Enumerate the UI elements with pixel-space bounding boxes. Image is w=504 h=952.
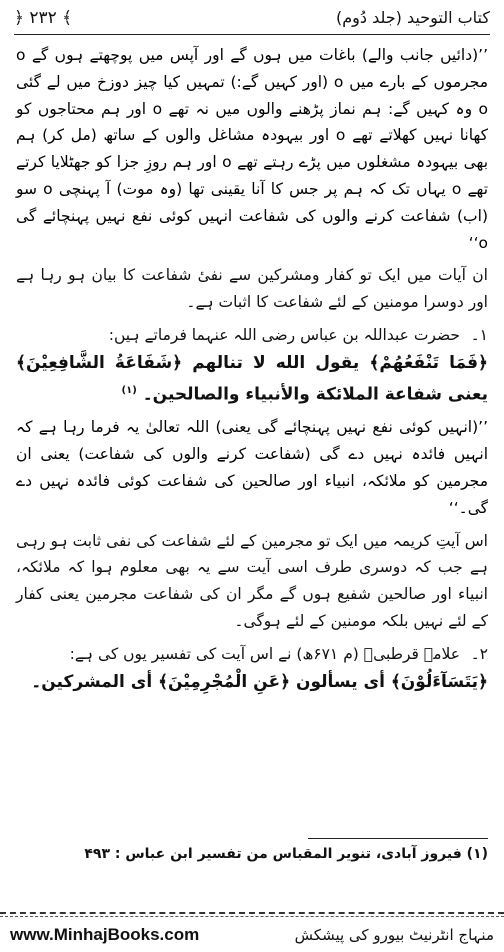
item-1-number: ۱۔ [470, 325, 488, 344]
publisher-credit: منہاج انٹرنیٹ بیورو کی پیشکش [294, 926, 494, 944]
footer-divider-2 [0, 916, 504, 917]
footnote-divider [308, 838, 488, 839]
arabic-quote-1-text: ﴿فَمَا تَنْفَعُهُمْ﴾ يقول الله لا تنالهم ﴿شَفَاعَةُ الشَّافِعِيْنَ﴾ يعنى شفاعة الملائكة والأنبياء والصالحين۔ [16, 352, 488, 405]
item-2-text: علامہ قرطبیؒ (م ۶۷۱ھ) نے اس آیت کی تفسیر یوں کی ہے: [69, 644, 460, 663]
page-footer [10, 922, 494, 948]
quran-translation-quote: ’’(دائیں جانب والے) باغات میں ہوں گے اور آپس میں پوچھتے ہوں گے o مجرموں کے بارے میں o (اور کہیں گے:) تمہیں کیا چیز دوزخ میں لے گئی o وہ کہیں گے: ہم نماز پڑھنے والوں میں نہ تھے o اور ہم محتاجوں کو کھانا نہیں کھلاتے تھے o اور بیہودہ مشاغل والوں کے ساتھ (مل کر) ہم بھی بیہودہ مشغلوں میں پڑے رہتے تھے o اور ہم روزِ جزا کو جھٹلایا کرتے تھے o یہاں تک کہ ہم پر جس کا آنا یقینی تھا (وہ موت) آ پہنچی o سو (اب) شفاعت کرنے والوں کی شفاعت انہیں کوئی نفع نہیں پہنچائے گی o‘‘ [16, 46, 489, 252]
page-body [16, 42, 488, 696]
arabic-quote-2: ﴿يَتَسَآءَلُوْنَ﴾ أى يسألون ﴿عَنِ الْمُجْرِمِيْنَ﴾ أى المشركين۔ [31, 671, 488, 692]
website-link[interactable]: www.MinhajBooks.com [10, 925, 200, 944]
header-divider [14, 34, 490, 35]
page-header [14, 0, 490, 34]
numbered-item-2 [16, 641, 488, 668]
footnote: (۱) فیروز آبادی، تنویر المقباس من تفسیر ابن عباس : ۴۹۳ [84, 846, 488, 862]
paragraph-1: ان آیات میں ایک تو کفار ومشرکین سے نفیٔ شفاعت کا بیان ہو رہا ہے اور دوسرا مومنین کے لئے شفاعت کا اثبات ہے۔ [16, 266, 488, 312]
arabic-quote-1 [16, 349, 488, 409]
footnote-reference: (۱) [121, 384, 137, 396]
book-title: کتاب التوحید (جلد دُوم) [336, 7, 490, 27]
numbered-item-1 [16, 322, 488, 349]
translation-quote-2: ’’(انہیں کوئی نفع نہیں پہنچائے گی یعنی) اللہ تعالیٰ یہ فرما رہا ہے کہ انہیں فائدہ نہیں دے گی (شفاعت کرنے والوں کی شفاعت) یعنی ان مجرمین کو ملائکہ، انبیاء اور صالحین کی شفاعت کوئی فائدہ نہیں دے گی۔‘‘ [16, 418, 488, 517]
footer-divider [0, 912, 504, 914]
item-1-text: حضرت عبداللہ بن عباس رضی اللہ عنہما فرماتے ہیں: [108, 325, 460, 344]
page-number: ﴿ ۲۳۲ ﴾ [14, 7, 73, 28]
paragraph-2: اس آیتِ کریمہ میں ایک تو مجرمین کے لئے شفاعت کی نفی ثابت ہو رہی ہے جب کہ دوسری طرف اسی آیت سے یہ بھی معلوم ہوا کہ ملائکہ، انبیاء اور صالحین شفیع ہوں گے مگر ان کی شفاعت مجرمین یعنی کفار کے لئے نہیں بلکہ مومنین کے لئے ہوگی۔ [16, 531, 488, 630]
item-2-number: ۲۔ [470, 644, 488, 663]
